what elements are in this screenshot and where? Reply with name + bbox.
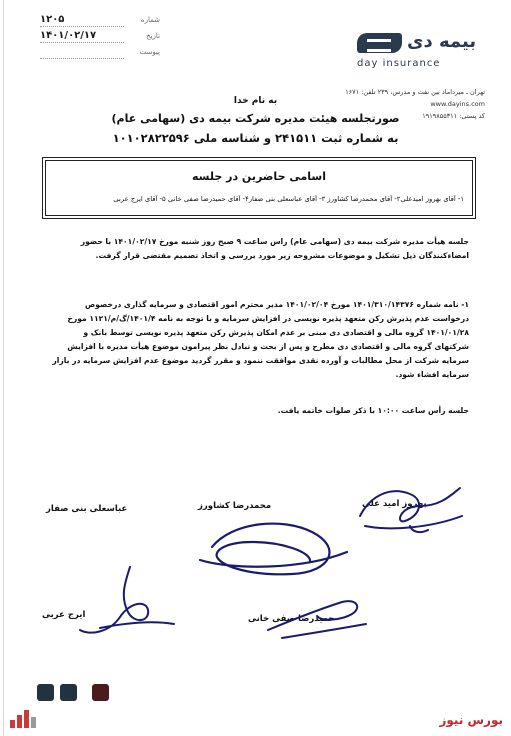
paragraph-line: شرکتهای گروه مالی و اقتصادی دی مطرح و پس از بحث و تبادل نظر پیرامون موضوع هیأت مدیره با افزایش — [67, 342, 469, 351]
company-website: www.dayins.com — [430, 100, 485, 108]
handwritten-signature — [350, 476, 470, 538]
paragraph-line: ۱- نامه شماره ۱۴۰۱/۳۱۰/۱۴۳۷۶ مورخ ۱۴۰۱/۰۲/۰۴ مدیر محترم امور اقتصادی و سرمایه گذاری درخصوص — [85, 300, 469, 309]
closing-line: جلسه رأس ساعت ۱۰:۰۰ با ذکر صلوات خاتمه یافت. — [277, 406, 469, 415]
meta-date-row — [40, 30, 160, 44]
footer-square — [37, 684, 54, 701]
letter-number-label: شماره — [140, 16, 160, 24]
logo-english-text: day insurance — [357, 58, 441, 69]
letter-attachment-label: پیوست — [139, 48, 160, 56]
paragraph-line: امضاءکنندگان ذیل تشکیل و موضوعات مشروحه زیر مورد بررسی و اتخاذ تصمیم مقتضی قرار گرفت. — [95, 251, 469, 260]
signatory-name: حمیدرضا صفی خانی — [248, 614, 335, 624]
logo-persian-text: بیمه دی — [407, 31, 477, 52]
meta-attachment-row — [40, 46, 160, 60]
bismillah-heading: به نام خدا — [233, 96, 278, 106]
paragraph-line: سرمایه شرکت از محل مطالبات و آورده نقدی موافقت ننمود و مقرر گردید موضوع عدم افزایش سرمایه در بازار — [52, 356, 469, 365]
letter-number: ۱۲۰۵ — [40, 14, 65, 25]
signatory-name: بهروز امید علی — [362, 499, 427, 509]
company-address: تهران ـ میرداماد بین نفت و مدرس، ۲۳۹ تلفن: ۱۶۷۱ — [345, 88, 485, 96]
minutes-title: صورتجلسه هیئت مدیره شرکت بیمه دی (سهامی عام) — [111, 112, 400, 125]
signatory-name: عباسعلی بنی صفار — [46, 504, 128, 514]
registration-line: به شماره ثبت ۲۴۱۵۱۱ و شناسه ملی ۱۰۱۰۲۸۲۲۵۹۶ — [112, 131, 399, 145]
handwritten-signature — [70, 562, 180, 642]
footer-square — [60, 684, 77, 701]
signatory-name: ایرج عربی — [42, 610, 86, 620]
meta-dotted-line — [40, 42, 124, 43]
attendees-title: اسامی حاضرین در جلسه — [192, 170, 326, 183]
logo-bar — [31, 717, 36, 728]
source-brand: بورس نیوز — [439, 713, 503, 727]
logo-bar — [17, 715, 22, 728]
document-meta — [40, 14, 160, 62]
paragraph-line: جلسه هیأت مدیره شرکت بیمه دی (سهامی عام) راس ساعت ۹ صبح روز شنبه مورخ ۱۴۰۱/۰۲/۱۷ با حضور — [80, 237, 469, 246]
logo-bar — [24, 710, 29, 728]
attendees-list: ۱- آقای بهروز امیدعلی۲- آقای محمدرضا کشاورز ۳- آقای عباسعلی بنی صفار۴- آقای حمیدرضا صفی خانی ۵- آقای ایرج عربی — [113, 195, 464, 203]
bourse-news-logo-icon — [10, 706, 40, 728]
company-logo — [355, 30, 485, 70]
letter-date: ۱۴۰۱/۰۲/۱۷ — [40, 30, 97, 41]
attendees-box — [45, 160, 473, 216]
logo-bar — [10, 720, 15, 728]
footer-square — [92, 684, 109, 701]
logo-mark-icon — [357, 33, 402, 53]
letter-date-label: تاریخ — [146, 32, 160, 40]
paragraph-line: ۱۴۰۱/۰۱/۲۸ گروه مالی و اقتصادی دی مبنی بر عدم امکان پذیرش رکن متعهد پذیره نویسی توسط بانک و — [83, 328, 469, 337]
company-postal-code: کد پستی: ۱۹۱۹۸۵۵۳۱۱ — [422, 112, 485, 120]
meta-number-row — [40, 14, 160, 28]
intro-paragraph — [30, 235, 469, 263]
handwritten-signature — [262, 590, 372, 644]
signatory-name: محمدرضا کشاورز — [198, 501, 272, 511]
handwritten-signature — [192, 512, 352, 582]
agenda-item-1 — [24, 298, 469, 382]
paragraph-line: درخواست عدم پذیرش رکن متعهد پذیره نویسی در افزایش سرمایه و با توجه به نامه ۱۴۰۱/۴/گ/م/۱۱۲۱ مورخ — [67, 314, 469, 323]
page-edge — [3, 0, 4, 736]
paragraph-line: سرمایه افشاء شود. — [395, 370, 469, 379]
meta-dotted-line — [40, 58, 124, 59]
meta-dotted-line — [40, 26, 124, 27]
